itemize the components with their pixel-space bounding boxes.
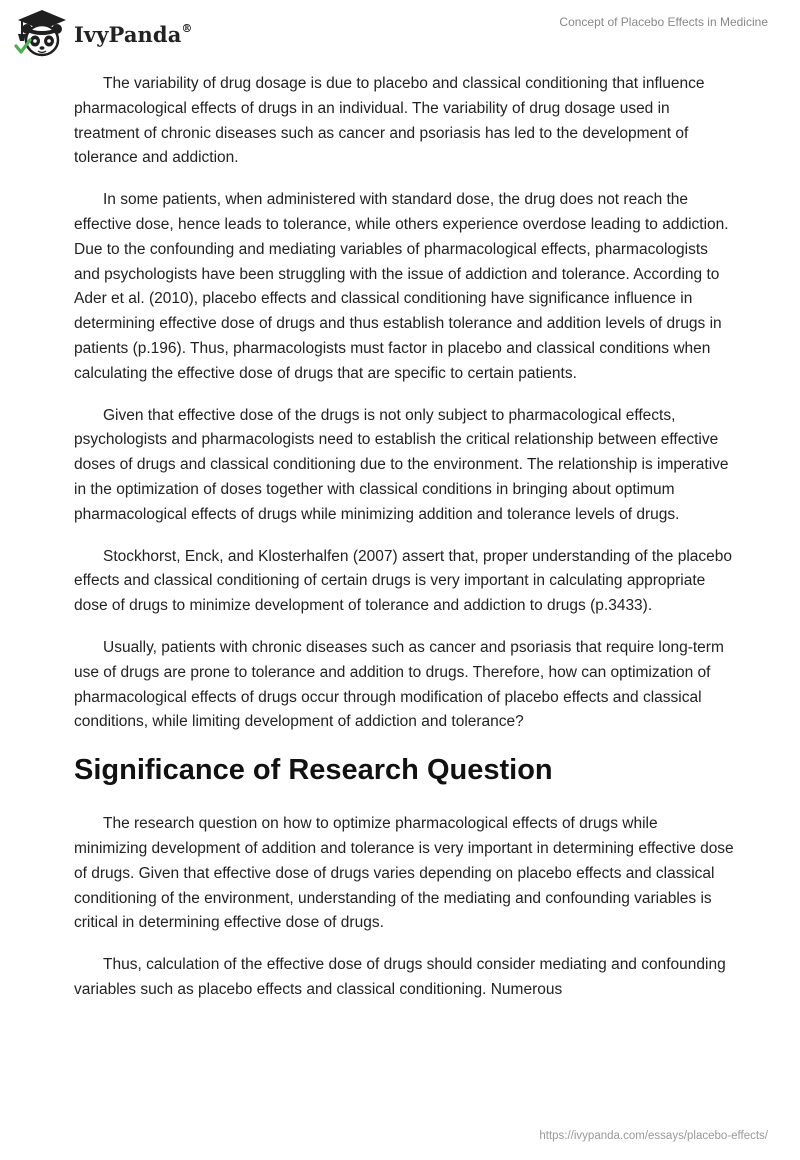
paragraph: Given that effective dose of the drugs is not only subject to pharmacological effects, psychologists and pharmacologists need to establish the critical relationship between effective doses of drugs and classical conditioning due to the environment. The relationship is imperative in the optimization of doses together with classical conditions in bringing about optimum pharmacological effects of drugs while minimizing addition and tolerance levels of drugs. <box>74 406 729 523</box>
paragraph: In some patients, when administered with standard dose, the drug does not reach the effective dose, hence leads to tolerance, while others experience overdose leading to addiction. Due to the confounding and mediating variables of pharmacological effects, pharmacologists and psychologists have been struggling with the issue of addiction and tolerance. According to Ader et al. (2010), placebo effects and classical conditioning have significance influence in determining effective dose of drugs and thus establish tolerance and addition levels of drugs in patients (p.196). Thus, pharmacologists must factor in placebo and classical conditions when calculating the effective dose of drugs that are specific to certain patients. <box>74 191 729 382</box>
essay-content <box>74 72 734 1020</box>
source-url[interactable]: https://ivypanda.com/essays/placebo-effects/ <box>539 1130 768 1142</box>
section-heading: Significance of Research Question <box>74 754 553 787</box>
paragraph: Usually, patients with chronic diseases such as cancer and psoriasis that require long-term use of drugs are prone to tolerance and addition to drugs. Therefore, how can optimization of pharmacological effects of drugs occur through modification of placebo effects and classical conditions, while limiting development of addiction and tolerance? <box>74 638 724 731</box>
page-header <box>0 0 800 70</box>
paragraph: Stockhorst, Enck, and Klosterhalfen (2007) assert that, proper understanding of the placebo effects and classical conditioning of certain drugs is very important in calculating appropriate dose of drugs to minimize development of tolerance and addiction to drugs (p.3433). <box>74 547 732 615</box>
logo-text: IvyPanda® <box>74 21 193 47</box>
paragraph: Thus, calculation of the effective dose of drugs should consider mediating and confounding variables such as placebo effects and classical conditioning. Numerous <box>74 956 726 998</box>
logo[interactable] <box>14 8 193 58</box>
registered-mark: ® <box>181 21 193 35</box>
panda-graduate-icon <box>14 8 70 58</box>
paragraph: The research question on how to optimize pharmacological effects of drugs while minimizing development of addition and tolerance is very important in determining effective dose of drugs. Given that effective dose of drugs varies depending on placebo effects and classical conditioning of the environment, understanding of the mediating and confounding variables is critical in determining effective dose of drugs. <box>74 815 734 932</box>
paragraph: The variability of drug dosage is due to placebo and classical conditioning that influence pharmacological effects of drugs in an individual. The variability of drug dosage used in treatment of chronic diseases such as cancer and psoriasis has led to the development of tolerance and addiction. <box>74 75 705 167</box>
document-title: Concept of Placebo Effects in Medicine <box>559 15 768 29</box>
